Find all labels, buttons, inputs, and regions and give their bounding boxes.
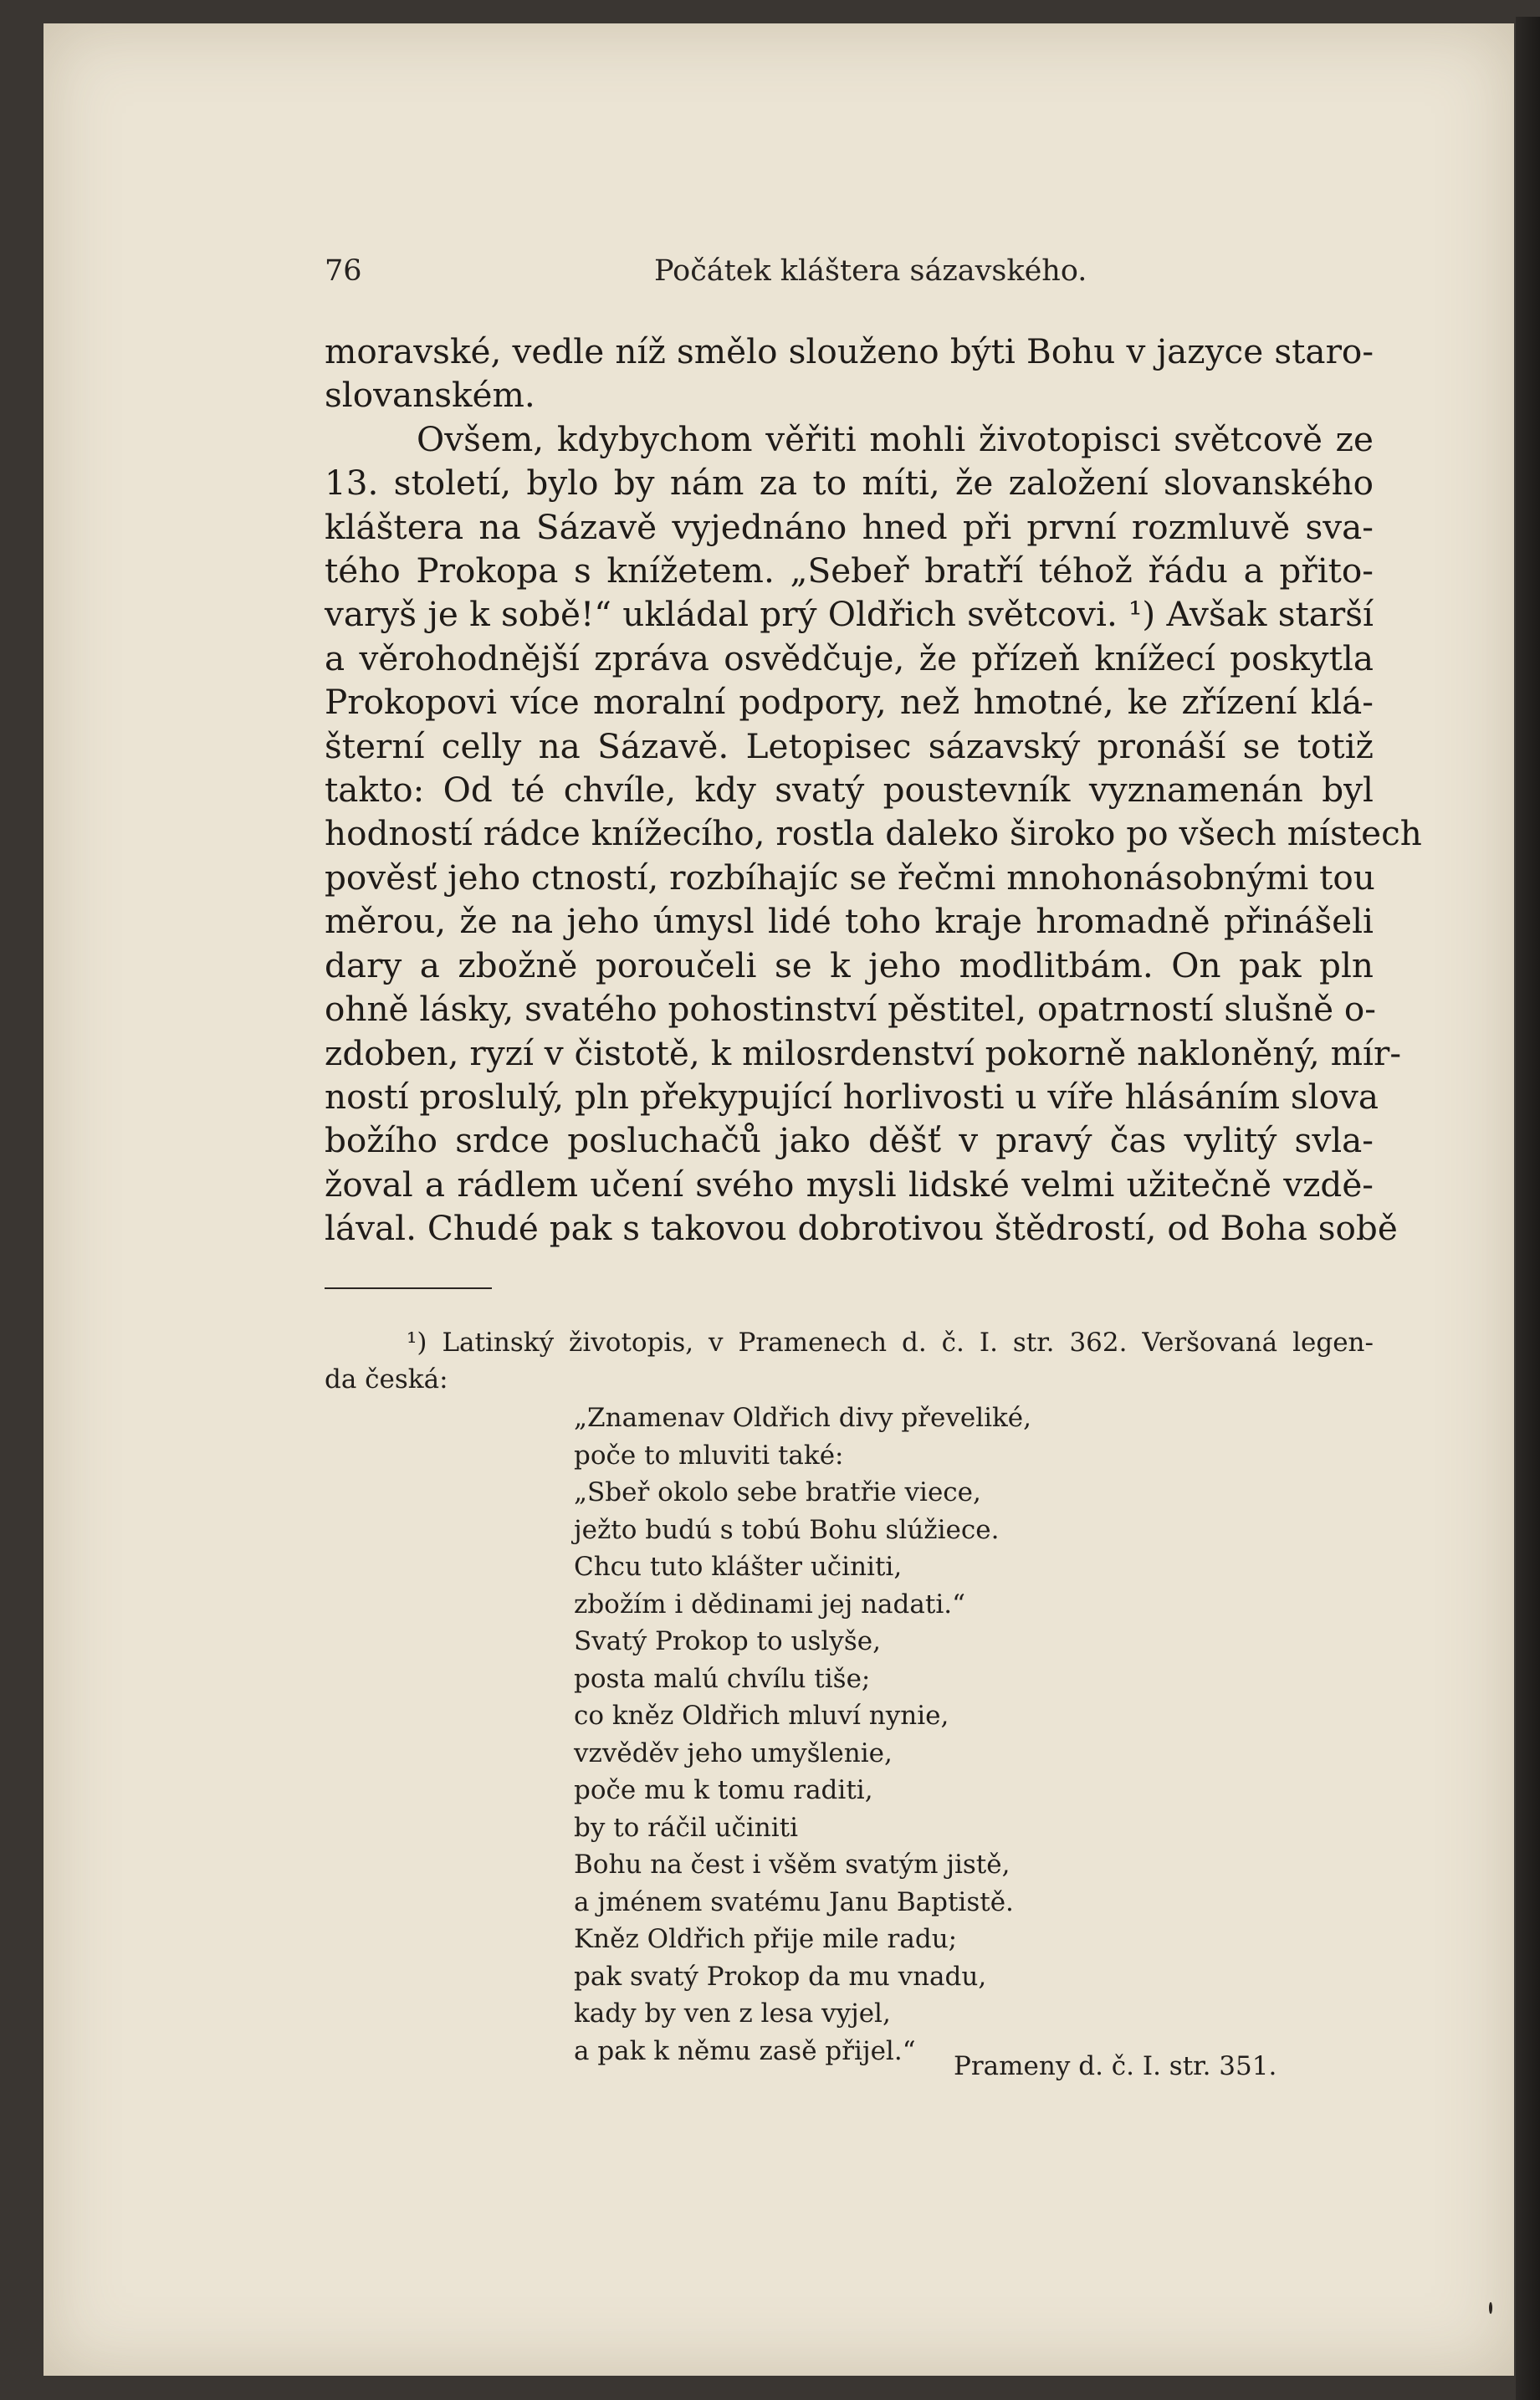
verse-line: „Sbeř okolo sebe bratřie viece,: [574, 1477, 981, 1507]
body-line: slovanském.: [325, 375, 535, 416]
body-line: kláštera na Sázavě vyjednáno hned při první rozmluvě sva-: [325, 506, 1374, 547]
body-line: takto: Od té chvíle, kdy svatý poustevník vyznamenán byl: [325, 770, 1374, 811]
body-line: lával. Chudé pak s takovou dobrotivou štědrostí, od Boha sobě: [325, 1208, 1398, 1249]
body-line: 13. století, bylo by nám za to míti, že založení slovanského: [325, 463, 1374, 504]
body-text: [325, 330, 1422, 1251]
body-line: tého Prokopa s knížetem. „Sebeř bratří téhož řádu a přito-: [325, 550, 1374, 591]
body-line: varyš je k sobě!“ ukládal prý Oldřich světcovi. ¹) Avšak starší: [325, 594, 1374, 635]
footnote-intro: [325, 1324, 1374, 1398]
verse-line: Chcu tuto klášter učiniti,: [574, 1552, 903, 1582]
verse-line: „Znamenav Oldřich divy převeliké,: [574, 1403, 1032, 1433]
verse-line: pak svatý Prokop da mu vnadu,: [574, 1961, 987, 1992]
body-line: a věrohodnější zpráva osvědčuje, že přízeň knížecí poskytla: [325, 637, 1374, 678]
verse-line: zbožím i dědinami jej nadati.“: [574, 1589, 965, 1620]
body-line: Prokopovi více moralní podpory, než hmotné, ke zřízení klá-: [325, 682, 1374, 723]
verse-line: co kněz Oldřich mluví nynie,: [574, 1701, 949, 1731]
verse-line: poče mu k tomu raditi,: [574, 1775, 873, 1805]
body-line: zdoben, ryzí v čistotě, k milosrdenství pokorně nakloněný, mír-: [325, 1032, 1402, 1073]
verse-line: kady by ven z lesa vyjel,: [574, 1998, 891, 2029]
body-line: pověsť jeho ctností, rozbíhajíc se řečmi mnohonásobnými tou: [325, 857, 1375, 898]
ink-speck: [1489, 2302, 1492, 2314]
body-line: hodností rádce knížecího, rostla daleko široko po všech místech: [325, 813, 1422, 854]
scan-edge: [1516, 17, 1540, 2400]
body-line: ohně lásky, svatého pohostinství pěstitel, opatrností slušně o-: [325, 989, 1376, 1030]
verse-line: Bohu na čest i všěm svatým jistě,: [574, 1850, 1010, 1880]
verse-line: poče to mluviti také:: [574, 1440, 844, 1471]
verse-line: ježto budú s tobú Bohu slúžiece.: [574, 1514, 1000, 1545]
footnote-line: da česká:: [325, 1364, 448, 1394]
footnote-source: Prameny d. č. I. str. 351.: [954, 2051, 1277, 2081]
verse-line: posta malú chvílu tiše;: [574, 1663, 871, 1694]
verse-line: by to ráčil učiniti: [574, 1812, 799, 1843]
verse-line: a jménem svatému Janu Baptistě.: [574, 1886, 1014, 1917]
verse-line: vzvěděv jeho umyšlenie,: [574, 1737, 893, 1768]
body-line: ností proslulý, pln překypující horlivosti u víře hlásáním slova: [325, 1076, 1379, 1117]
body-line: měrou, že na jeho úmysl lidé toho kraje hromadně přinášeli: [325, 901, 1374, 942]
verse-line: Kněz Oldřich přije mile radu;: [574, 1924, 958, 1954]
body-line: Ovšem, kdybychom věřiti mohli životopisci světcově ze: [417, 418, 1374, 459]
body-line: žoval a rádlem učení svého mysli lidské velmi užitečně vzdě-: [325, 1164, 1374, 1205]
body-line: božího srdce posluchačů jako děšť v pravý čas vylitý svla-: [325, 1120, 1374, 1161]
running-title: Počátek kláštera sázavského.: [654, 254, 1087, 288]
body-line: dary a zbožně poroučeli se k jeho modlitbám. On pak pln: [325, 944, 1374, 985]
book-page: [43, 23, 1514, 2376]
body-line: šterní celly na Sázavě. Letopisec sázavský pronáší se totiž: [325, 725, 1374, 766]
footnote-line: ¹) Latinský životopis, v Pramenech d. č. I. str. 362. Veršovaná legen-: [407, 1328, 1374, 1358]
page-number: 76: [325, 254, 362, 288]
footnote-verse: [574, 1400, 1031, 2070]
verse-line: Svatý Prokop to uslyše,: [574, 1626, 881, 1656]
footnote-divider: [325, 1287, 492, 1289]
verse-line: a pak k němu zasě přijel.“: [574, 2035, 916, 2066]
body-line: moravské, vedle níž smělo slouženo býti Bohu v jazyce staro-: [325, 331, 1374, 371]
